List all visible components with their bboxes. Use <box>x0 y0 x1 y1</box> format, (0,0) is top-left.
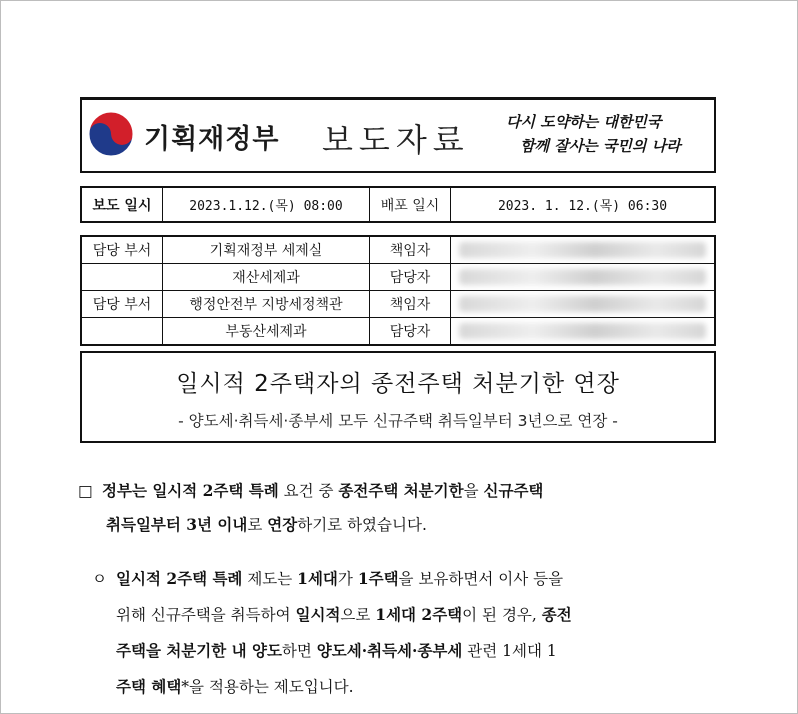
text: 하기로 하였습니다. <box>297 516 427 534</box>
text-bold: 일시적 2주택 특례 <box>116 569 243 588</box>
dept-label-blank <box>81 318 163 346</box>
slogan <box>506 110 706 158</box>
press-release-header <box>80 97 716 173</box>
paragraph-2-line-3 <box>78 633 723 669</box>
text: 하면 <box>281 642 317 660</box>
text-bold: 1주택 <box>357 569 399 588</box>
text: 을 보유하면서 이사 등을 <box>398 570 564 588</box>
text-bold: 1세대 2주택 <box>375 605 463 624</box>
text-bold: 양도세·취득세·종부세 <box>316 641 463 660</box>
role-staff-2: 담당자 <box>370 318 451 346</box>
main-title: 일시적 2주택자의 종전주택 처분기한 연장 <box>176 371 620 397</box>
text: 위해 신규주택을 취득하여 <box>116 606 296 624</box>
paragraph-1-line-2 <box>78 508 723 542</box>
slogan-line-2: 함께 잘사는 국민의 나라 <box>520 137 681 155</box>
text: 제도는 <box>242 570 298 588</box>
paragraph-2-line-1 <box>78 561 723 597</box>
report-time-value: 2023.1.12.(목) 08:00 <box>163 187 370 222</box>
paragraph-1 <box>78 474 723 542</box>
text: 로 <box>247 516 268 534</box>
text-bold: 일시적 2주택 특례 <box>152 481 279 500</box>
dept-label-2: 담당 부서 <box>81 291 163 318</box>
text: 가 <box>337 570 358 588</box>
redacted-contact <box>451 291 716 318</box>
text: 이 된 경우, <box>462 606 542 624</box>
square-bullet-icon: □ <box>78 482 93 500</box>
report-time-label: 보도 일시 <box>81 187 163 222</box>
role-chief-1: 책임자 <box>370 236 451 264</box>
paragraph-2-line-2 <box>78 597 723 633</box>
text-bold: 종전 <box>541 605 572 624</box>
text: 을 <box>463 482 484 500</box>
text-bold: 종전주택 처분기한 <box>338 481 464 500</box>
ministry-name: 기획재정부 <box>144 124 280 155</box>
contact-table <box>80 235 716 346</box>
paragraph-2-line-4 <box>78 669 723 705</box>
text-bold: 정부는 <box>102 481 153 500</box>
distribute-time-value: 2023. 1. 12.(목) 06:30 <box>451 187 716 222</box>
government-emblem-icon <box>88 111 134 157</box>
redacted-contact <box>451 318 716 346</box>
paragraph-2 <box>78 561 723 705</box>
slogan-line-1: 다시 도약하는 대한민국 <box>506 113 662 131</box>
text: 관련 1세대 1 <box>462 642 557 660</box>
text: 요건 중 <box>278 482 339 500</box>
org2-line1: 행정안전부 지방세정책관 <box>163 291 370 318</box>
role-chief-2: 책임자 <box>370 291 451 318</box>
org1-line2: 재산세제과 <box>163 264 370 291</box>
redacted-contact <box>451 236 716 264</box>
text-bold: 신규주택 <box>483 481 544 500</box>
text: *을 적용하는 제도입니다. <box>181 678 354 696</box>
dept-label-blank <box>81 264 163 291</box>
text: 으로 <box>340 606 376 624</box>
circle-bullet-icon: ㅇ <box>92 570 107 588</box>
org2-line2: 부동산세제과 <box>163 318 370 346</box>
sub-title: - 양도세·취득세·종부세 모두 신규주택 취득일부터 3년으로 연장 - <box>178 412 618 430</box>
text-bold: 취득일부터 3년 이내 <box>106 515 248 534</box>
headline-box <box>80 351 716 443</box>
distribute-time-label: 배포 일시 <box>370 187 451 222</box>
redacted-contact <box>451 264 716 291</box>
text-bold: 1세대 <box>297 569 338 588</box>
text-bold: 연장 <box>267 515 298 534</box>
org1-line1: 기획재정부 세제실 <box>163 236 370 264</box>
text-bold: 주택 혜택 <box>116 677 182 696</box>
text-bold: 일시적 <box>295 605 341 624</box>
document-type: 보도자료 <box>322 121 470 159</box>
role-staff-1: 담당자 <box>370 264 451 291</box>
paragraph-1-line-1 <box>78 474 723 508</box>
release-time-table <box>80 186 716 223</box>
text-bold: 주택을 처분기한 내 양도 <box>116 641 282 660</box>
dept-label-1: 담당 부서 <box>81 236 163 264</box>
